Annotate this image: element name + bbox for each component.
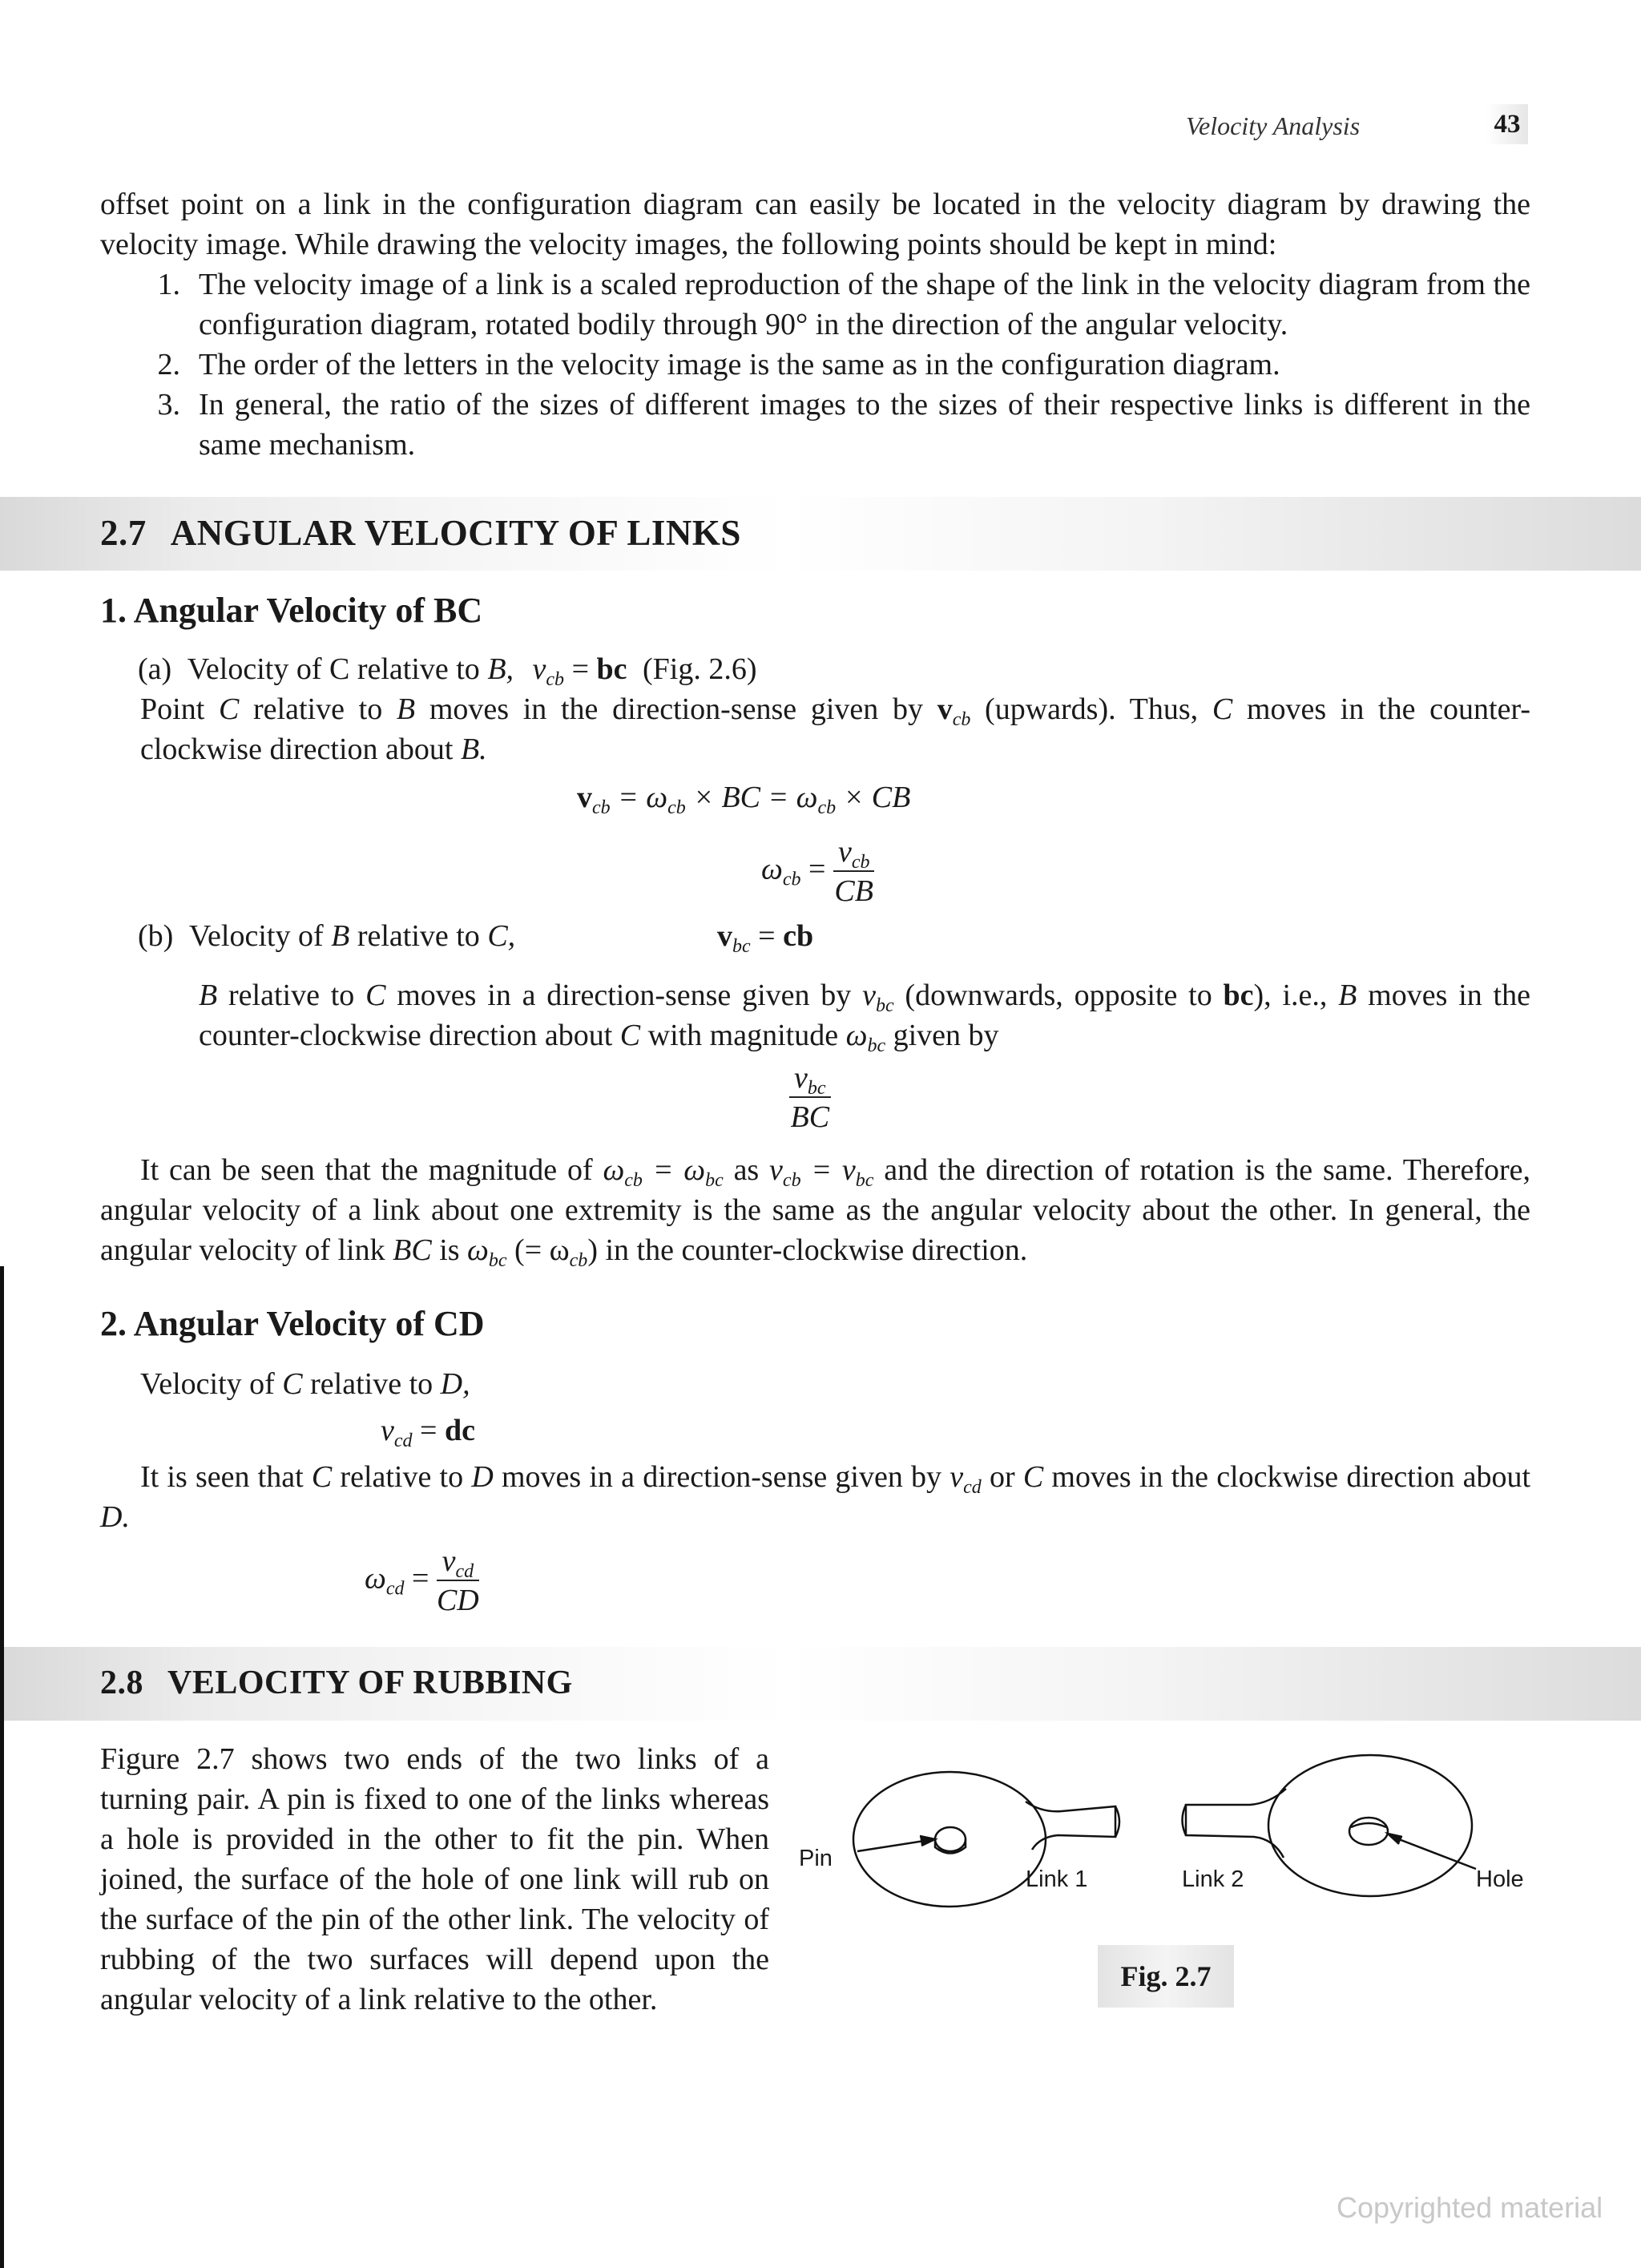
subscript: cb: [624, 1170, 643, 1191]
hole-ellipse: [1349, 1818, 1388, 1845]
item-a-label: (a): [138, 652, 172, 686]
section-title: ANGULAR VELOCITY OF LINKS: [170, 513, 741, 553]
subscript: bc: [488, 1250, 507, 1271]
velocity-c-relative-d: [140, 1364, 470, 1404]
point-c: C: [218, 692, 240, 726]
text: moves in the counter-clockwise direction about: [140, 692, 1531, 766]
vector-v: v: [717, 919, 732, 953]
point-c: C: [282, 1367, 303, 1401]
copyright-watermark: Copyrighted material: [1337, 2191, 1603, 2224]
vector-cb: cb: [783, 919, 814, 953]
point-c: C: [365, 979, 386, 1012]
numerator: [833, 833, 875, 872]
v: v: [794, 1061, 808, 1095]
subscript: cd: [393, 1431, 413, 1451]
subscript: cb: [592, 797, 611, 818]
text: (upwards). Thus,: [970, 692, 1212, 726]
text: (downwards, opposite to: [893, 979, 1224, 1012]
v: v: [441, 1544, 456, 1578]
list-item-number: 3.: [157, 388, 180, 422]
math-text: = v: [800, 1153, 856, 1187]
text: with magnitude: [640, 1019, 846, 1052]
equation-omega-cd: [365, 1543, 479, 1620]
paragraph-point-c: [140, 689, 1530, 769]
subscript: cb: [667, 797, 686, 818]
denominator: CB: [834, 874, 873, 908]
link2-arm: [1186, 1789, 1286, 1858]
point-d: D.: [100, 1500, 130, 1534]
text: and the direction of rotation is the same. Therefore, angular velocity of a link about one extremity is the same as the angular velocity about the other. In general, the angular velocity of link: [100, 1153, 1530, 1267]
v: v: [381, 1414, 394, 1447]
item-a: [138, 649, 757, 689]
point-c: C: [1022, 1460, 1044, 1494]
subscript: cb: [569, 1250, 588, 1271]
label-hole: Hole: [1476, 1866, 1524, 1892]
link-bc: BC: [393, 1233, 432, 1267]
v: v: [769, 1153, 783, 1187]
text: moves in the direction-sense given by: [415, 692, 937, 726]
subheading-angular-velocity-cd: 2. Angular Velocity of CD: [100, 1304, 485, 1343]
equals: =: [750, 919, 784, 953]
paragraph-b-relative-c: [199, 975, 1530, 1055]
equation-vbc: [717, 916, 813, 956]
text: moves in a direction-sense given by: [493, 1460, 950, 1494]
text: relative to: [357, 919, 480, 953]
numerator: [437, 1543, 479, 1581]
section-number: 2.8: [100, 1665, 143, 1701]
omega: ω: [467, 1233, 489, 1267]
denominator: BC: [790, 1100, 830, 1134]
text: moves in a direction-sense given by: [385, 979, 863, 1012]
text: ), i.e.,: [1253, 979, 1339, 1012]
paragraph-c-relative-d: [100, 1457, 1530, 1537]
vector-dc: dc: [444, 1414, 475, 1447]
text: relative to: [217, 979, 366, 1012]
item-a-text: Velocity of C relative to: [187, 652, 480, 686]
label-pin: Pin: [799, 1846, 833, 1871]
omega: ω: [603, 1153, 625, 1187]
list-item-number: 2.: [157, 348, 180, 381]
point-c: C,: [487, 919, 516, 953]
page-edge-bar: [0, 1266, 4, 2268]
fraction: [437, 1543, 479, 1620]
omega: ω: [761, 852, 783, 886]
section-heading-2-7: [100, 513, 741, 553]
point-c: C: [1212, 692, 1233, 726]
vector-v: v: [577, 781, 592, 814]
text: or: [981, 1460, 1023, 1494]
equals: =: [412, 1414, 445, 1447]
list-item: In general, the ratio of the sizes of different images to the sizes of their respective links is different in the same mechanism.: [199, 388, 1530, 462]
fraction: [789, 1059, 831, 1136]
hole-arrow-head: [1388, 1834, 1402, 1844]
section-heading-2-8: [100, 1663, 573, 1703]
running-title: Velocity Analysis: [1186, 111, 1361, 140]
figure-caption: Fig. 2.7: [1098, 1945, 1234, 2008]
text: It is seen that: [140, 1460, 312, 1494]
text: Velocity of: [140, 1367, 283, 1401]
equals: =: [800, 852, 833, 886]
page-number: 43: [1486, 104, 1528, 144]
subscript: cb: [782, 869, 801, 890]
subscript: bc: [807, 1078, 826, 1099]
text: relative to: [332, 1460, 472, 1494]
vector-v: v: [937, 692, 953, 726]
point-c: C: [311, 1460, 333, 1494]
label-link-2: Link 2: [1182, 1866, 1244, 1892]
paragraph-magnitude: [100, 1150, 1530, 1270]
section-title: VELOCITY OF RUBBING: [167, 1665, 573, 1701]
equation-vcd: [381, 1410, 475, 1451]
subscript: cb: [782, 1170, 801, 1191]
text: is: [431, 1233, 468, 1267]
point-b: B: [1338, 979, 1357, 1012]
text: It can be seen that the magnitude of: [140, 1153, 603, 1187]
math-text: = ω: [642, 1153, 706, 1187]
equation-text: = ω: [610, 781, 668, 814]
subscript: cb: [851, 852, 870, 873]
figure-2-7-diagram: [785, 1739, 1538, 1923]
subscript: cb: [952, 709, 971, 730]
subscript: bc: [875, 995, 894, 1016]
vector-bc: bc: [596, 652, 627, 686]
text: Velocity of: [188, 919, 324, 953]
text: (= ω: [506, 1233, 570, 1267]
subscript: cd: [385, 1578, 405, 1600]
text: Point: [140, 692, 219, 726]
list-item-number: 1.: [157, 268, 180, 301]
subheading-angular-velocity-bc: 1. Angular Velocity of BC: [100, 591, 483, 630]
denominator: CD: [436, 1584, 479, 1617]
point-b: B.: [460, 732, 487, 766]
equals: =: [564, 652, 597, 686]
omega: ω: [365, 1561, 386, 1596]
subscript: cb: [817, 797, 837, 818]
v: v: [837, 835, 852, 869]
text: relative to: [302, 1367, 441, 1401]
point-d: D,: [440, 1367, 470, 1401]
point-b: B,: [487, 652, 514, 686]
subscript: cd: [963, 1477, 982, 1498]
numerator: [789, 1059, 831, 1098]
fraction: [833, 833, 875, 910]
velocity-symbol: v: [532, 652, 546, 686]
link2-end-ellipse: [1268, 1755, 1472, 1896]
subscript: bc: [705, 1170, 724, 1191]
subscript: bc: [855, 1170, 874, 1191]
text: relative to: [239, 692, 397, 726]
item-b-label: (b): [138, 919, 174, 953]
figure-ref: (Fig. 2.6): [643, 652, 757, 686]
item-b: [138, 916, 515, 956]
text: as: [723, 1153, 770, 1187]
pin-arrow-head: [920, 1836, 935, 1846]
section-number: 2.7: [100, 513, 147, 553]
equation-text: × BC = ω: [685, 781, 818, 814]
point-b: B: [331, 919, 350, 953]
omega: ω: [845, 1019, 868, 1052]
point-d: D: [471, 1460, 494, 1494]
equation-text: × CB: [836, 781, 911, 814]
subscript: bc: [732, 936, 751, 957]
v: v: [862, 979, 876, 1012]
point-c: C: [619, 1019, 641, 1052]
point-b: B: [199, 979, 218, 1012]
subscript: cb: [546, 669, 565, 690]
list-item: The order of the letters in the velocity image is the same as in the configuration diagram.: [199, 348, 1280, 381]
text: given by: [885, 1019, 999, 1052]
vector-bc: bc: [1223, 979, 1254, 1012]
subscript: bc: [867, 1035, 886, 1056]
point-b: B: [396, 692, 416, 726]
text: ) in the counter-clockwise direction.: [587, 1233, 1028, 1267]
equation-omega-cb: [761, 833, 874, 910]
equation-vbc-over-bc: [789, 1059, 831, 1136]
text: moves in the clockwise direction about: [1043, 1460, 1531, 1494]
text: moves in the counter-clockwise direction about: [199, 979, 1530, 1052]
link1-arm: [1026, 1802, 1115, 1850]
label-link-1: Link 1: [1026, 1866, 1088, 1892]
equation-vcb: [577, 777, 910, 817]
paragraph-velocity-rubbing: Figure 2.7 shows two ends of the two links of a turning pair. A pin is fixed to one of the links whereas a hole is provided in the other to fit the pin. When joined, the surface of the hole of one link will rub on the surface of the pin of the other link. The velocity of rubbing of the two surfaces will depend upon the angular velocity of a link relative to the other.: [100, 1742, 769, 2016]
link1-end-ellipse: [853, 1772, 1046, 1907]
v: v: [950, 1460, 964, 1494]
intro-paragraph: offset point on a link in the configuration diagram can easily be located in the velocity diagram by drawing the velocity image. While drawing the velocity images, the following points should be kept in mind:: [100, 188, 1530, 261]
pin-ellipse: [935, 1827, 966, 1851]
list-item: The velocity image of a link is a scaled reproduction of the shape of the link in the velocity diagram from the configuration diagram, rotated bodily through 90° in the direction of the angular velocity.: [199, 268, 1530, 341]
subscript: cd: [455, 1561, 474, 1582]
equals: =: [404, 1561, 437, 1596]
